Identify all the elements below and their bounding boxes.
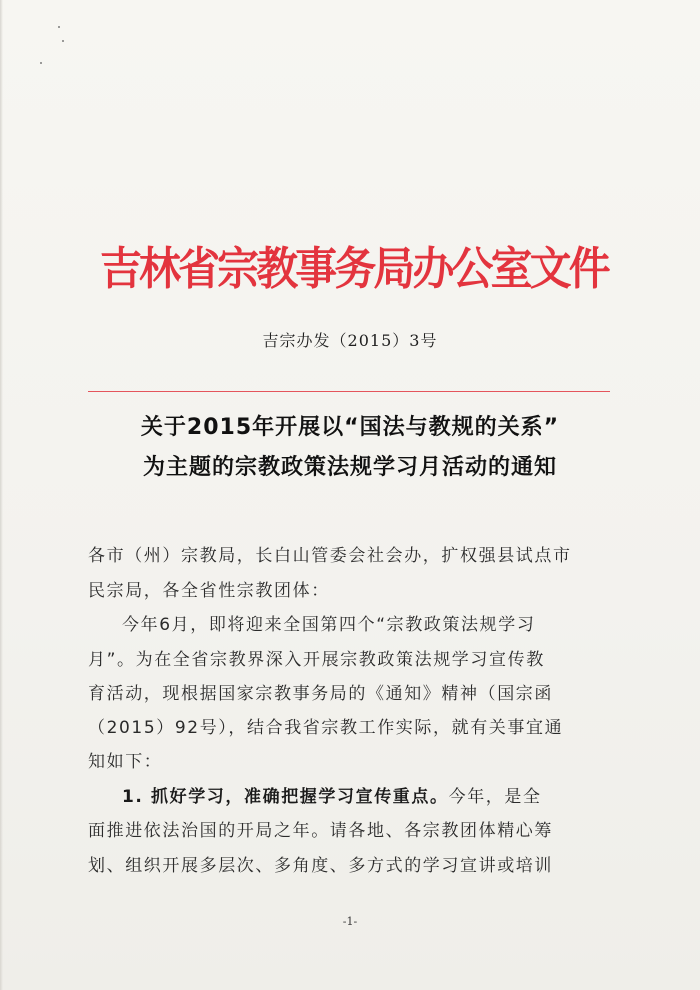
addressee-line-1: 各市（州）宗教局，长白山管委会社会办，扩权强县试点市 xyxy=(88,546,572,566)
page-number: -1- xyxy=(342,915,358,928)
document-number: 吉宗办发（2015）3号 xyxy=(262,331,438,350)
body-line-2: 月”。为在全省宗教界深入开展宗教政策法规学习宣传教 xyxy=(88,650,545,670)
red-separator-line xyxy=(88,391,610,392)
body-line-5: 知如下： xyxy=(88,752,163,772)
issuer-title: 吉林省宗教事务局办公室文件 xyxy=(100,242,608,295)
section-1-body-line-1: 面推进依法治国的开局之年。请各地、各宗教团体精心筹 xyxy=(88,821,553,841)
addressee-line-2: 民宗局，各全省性宗教团体： xyxy=(88,581,330,601)
section-1-line xyxy=(122,782,700,807)
headline-line-2: 为主题的宗教政策法规学习月活动的通知 xyxy=(142,455,557,480)
section-1-heading: 1. 抓好学习，准确把握学习宣传重点。 xyxy=(122,787,449,807)
body-line-3: 育活动，现根据国家宗教事务局的《通知》精神（国宗函 xyxy=(88,684,553,704)
page-edge-shadow xyxy=(0,0,3,990)
body-line-1: 今年6月，即将迎来全国第四个“宗教政策法规学习 xyxy=(122,615,536,635)
body-line-4: （2015）92号），结合我省宗教工作实际，就有关事宜通 xyxy=(88,718,564,738)
scan-specks xyxy=(38,18,68,78)
section-1-body-line-2: 划、组织开展多层次、多角度、多方式的学习宣讲或培训 xyxy=(88,856,553,876)
section-1-tail: 今年，是全 xyxy=(448,787,542,807)
headline-line-1: 关于2015年开展以“国法与教规的关系” xyxy=(140,415,560,440)
